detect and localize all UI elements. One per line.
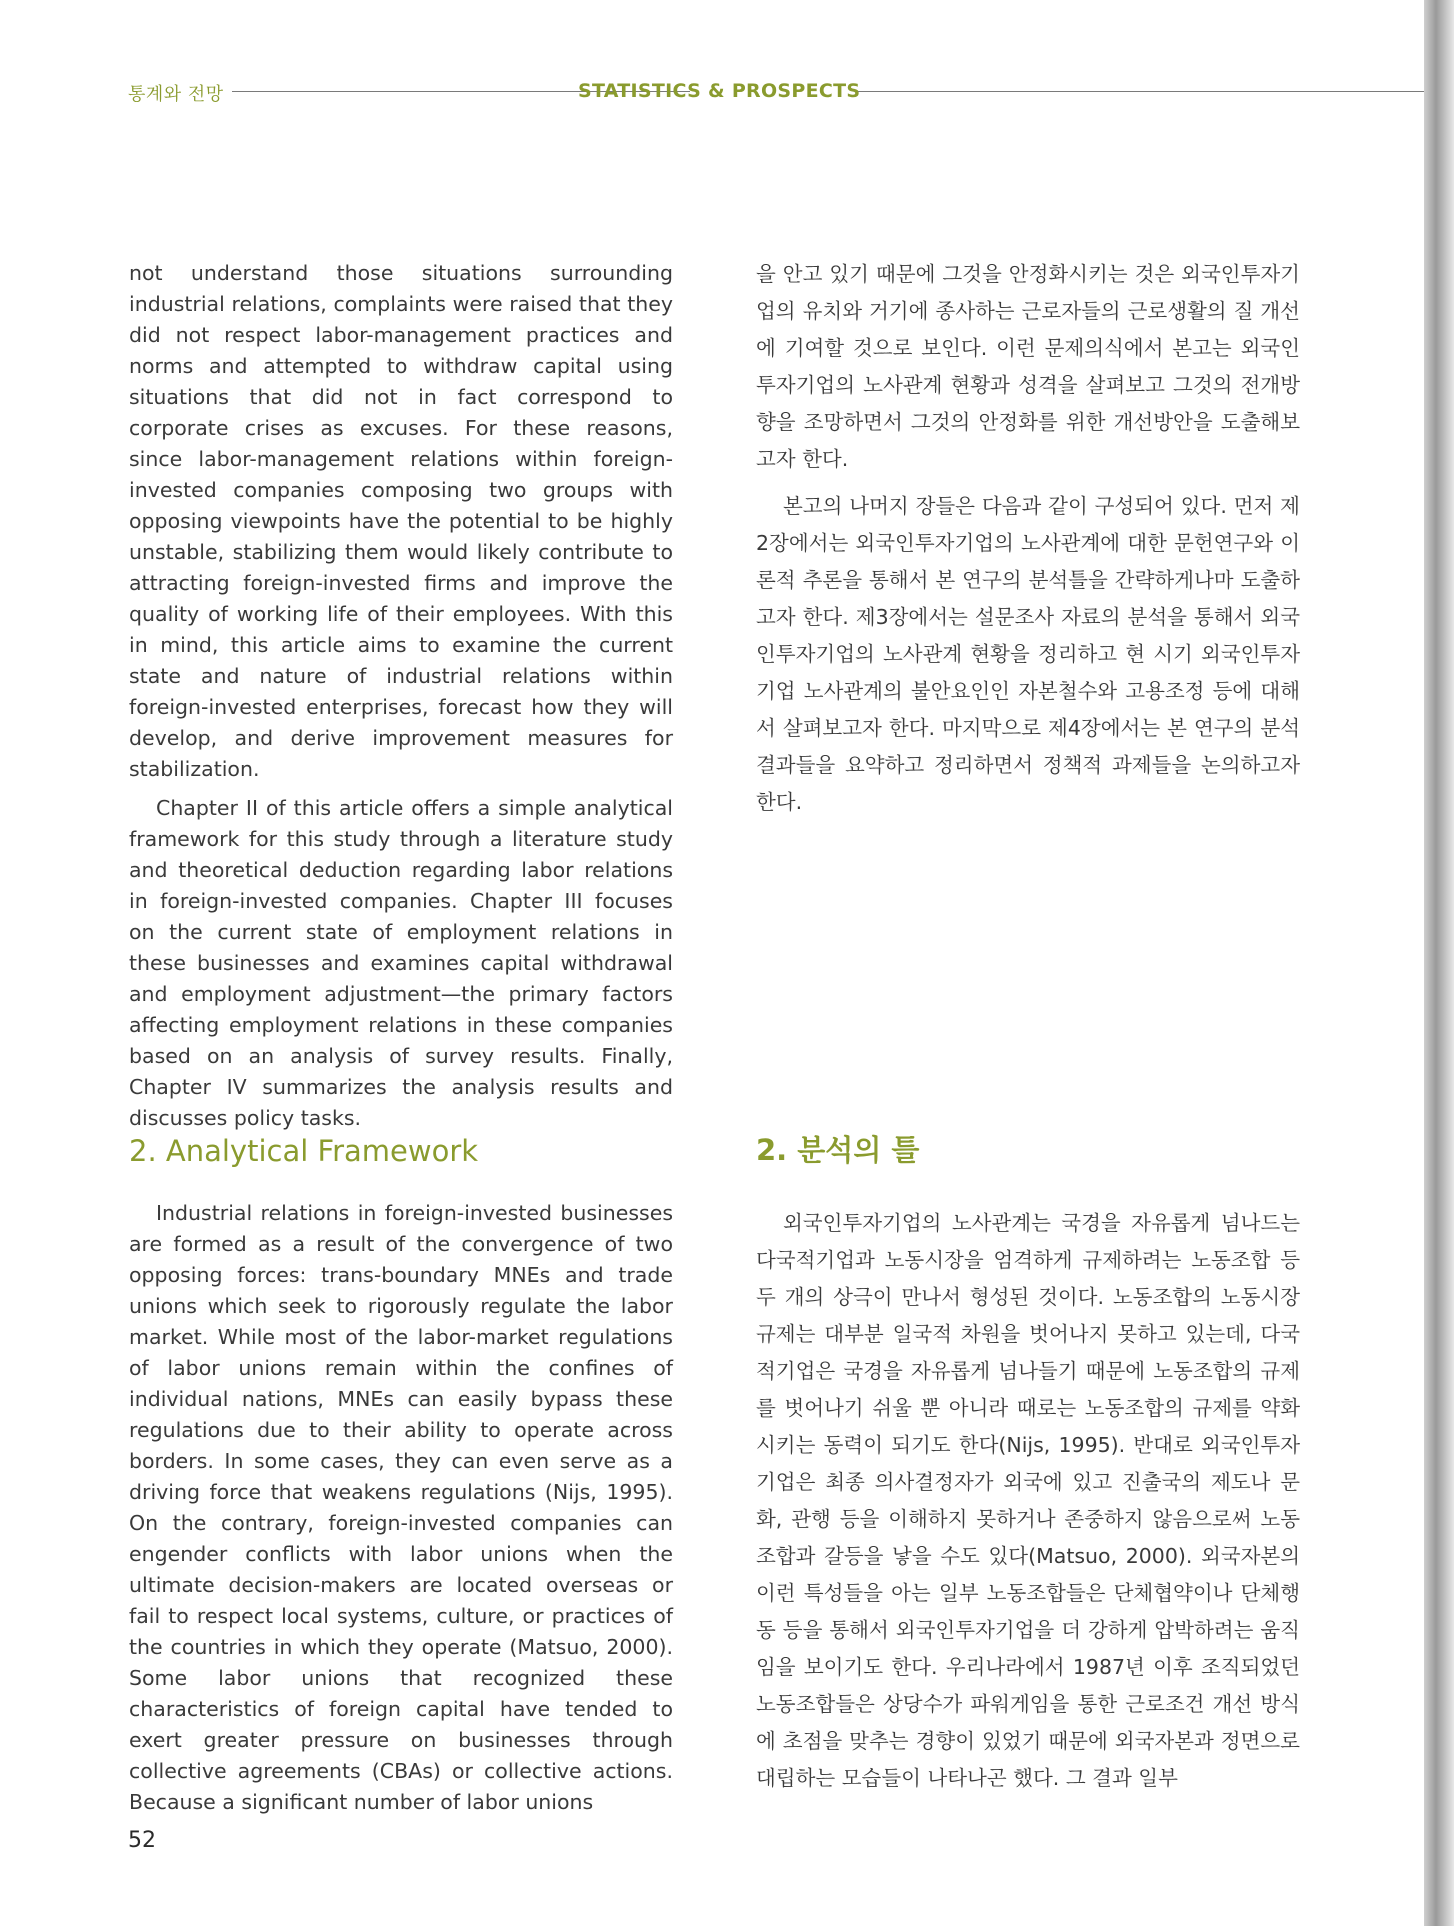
page-number: 52: [128, 1828, 156, 1853]
english-intro-paragraph-1: not understand those situations surrounding industrial relations, complaints were raised that they did not respect labor-management practices and norms and attempted to withdraw capital using situations that did not in fact correspond to corporate crises as excuses. For these reasons, since labor-management relations within foreign-invested companies composing two groups with opposing viewpoints have the potential to be highly unstable, stabilizing them would likely contribute to attracting foreign-invested firms and improve the quality of working life of their employees. With this in mind, this article aims to examine the current state and nature of industrial relations within foreign-invested enterprises, forecast how they will develop, and derive improvement measures for stabilization.: [129, 261, 673, 781]
english-section-heading: 2. Analytical Framework: [129, 1134, 479, 1168]
korean-section-paragraph: 외국인투자기업의 노사관계는 국경을 자유롭게 넘나드는 다국적기업과 노동시장을 엄격하게 규제하려는 노동조합 등 두 개의 상극이 만나서 형성된 것이다. 노동조합의 노동시장 규제는 대부분 일국적 차원을 벗어나지 못하고 있는데, 다국적기업은 국경을 자유롭게 넘나들기 때문에 노동조합의 규제를 벗어나기 쉬울 뿐 아니라 때로는 노동조합의 규제를 약화시키는 동력이 되기도 한다(Nijs, 1995). 반대로 외국인투자기업은 최종 의사결정자가 외국에 있고 진출국의 제도나 문화, 관행 등을 이해하지 못하거나 존중하지 않음으로써 노동조합과 갈등을 낳을 수도 있다(Matsuo, 2000). 외국자본의 이런 특성들을 아는 일부 노동조합들은 단체협약이나 단체행동 등을 통해서 외국인투자기업을 더 강하게 압박하려는 움직임을 보이기도 한다. 우리나라에서 1987년 이후 조직되었던 노동조합들은 상당수가 파워게임을 통한 근로조건 개선 방식에 초점을 맞추는 경향이 있었기 때문에 외국자본과 정면으로 대립하는 모습들이 나타나곤 했다. 그 결과 일부: [756, 1211, 1300, 1790]
korean-intro-paragraph-1: 을 안고 있기 때문에 그것을 안정화시키는 것은 외국인투자기업의 유치와 거기에 종사하는 근로자들의 근로생활의 질 개선에 기여할 것으로 보인다. 이런 문제의식에서 본고는 외국인투자기업의 노사관계 현황과 성격을 살펴보고 그것의 전개방향을 조망하면서 그것의 안정화를 위한 개선방안을 도출해보고자 한다.: [756, 262, 1300, 471]
korean-section-column: [756, 1205, 1300, 1797]
english-intro-paragraph-2: Chapter II of this article offers a simple analytical framework for this study through a literature study and theoretical deduction regarding labor relations in foreign-invested companies. Chapter III focuses on the current state of employment relations in these businesses and examines capital withdrawal and employment adjustment—the primary factors affecting employment relations in these companies based on an analysis of survey results. Finally, Chapter IV summarizes the analysis results and discusses policy tasks.: [129, 796, 673, 1130]
english-intro-column: [129, 258, 673, 1134]
korean-intro-column: [756, 256, 1300, 821]
header-rule-right: [858, 91, 1424, 92]
header-english-title: STATISTICS & PROSPECTS: [578, 80, 861, 102]
header-korean-title: 통계와 전망: [128, 84, 224, 105]
running-header: [128, 80, 1424, 104]
page-edge-shadow: [1424, 0, 1454, 1926]
english-section-paragraph: Industrial relations in foreign-invested businesses are formed as a result of the convergence of two opposing forces: trans-boundary MNEs and trade unions which seek to rigorously regulate the labor market. While most of the labor-market regulations of labor unions remain within the confines of individual nations, MNEs can easily bypass these regulations due to their ability to operate across borders. In some cases, they can even serve as a driving force that weakens regulations (Nijs, 1995). On the contrary, foreign-invested companies can engender conflicts with labor unions when the ultimate decision-makers are located overseas or fail to respect local systems, culture, or practices of the countries in which they operate (Matsuo, 2000). Some labor unions that recognized these characteristics of foreign capital have tended to exert greater pressure on businesses through collective agreements (CBAs) or collective actions. Because a significant number of labor unions: [129, 1201, 673, 1814]
english-section-column: [129, 1198, 673, 1818]
korean-intro-paragraph-2: 본고의 나머지 장들은 다음과 같이 구성되어 있다. 먼저 제2장에서는 외국인투자기업의 노사관계에 대한 문헌연구와 이론적 추론을 통해서 본 연구의 분석틀을 간략하게나마 도출하고자 한다. 제3장에서는 설문조사 자료의 분석을 통해서 외국인투자기업의 노사관계 현황을 정리하고 현 시기 외국인투자기업 노사관계의 불안요인인 자본철수와 고용조정 등에 대해서 살펴보고자 한다. 마지막으로 제4장에서는 본 연구의 분석 결과들을 요약하고 정리하면서 정책적 과제들을 논의하고자 한다.: [756, 494, 1300, 814]
korean-section-heading: 2. 분석의 틀: [756, 1133, 920, 1167]
